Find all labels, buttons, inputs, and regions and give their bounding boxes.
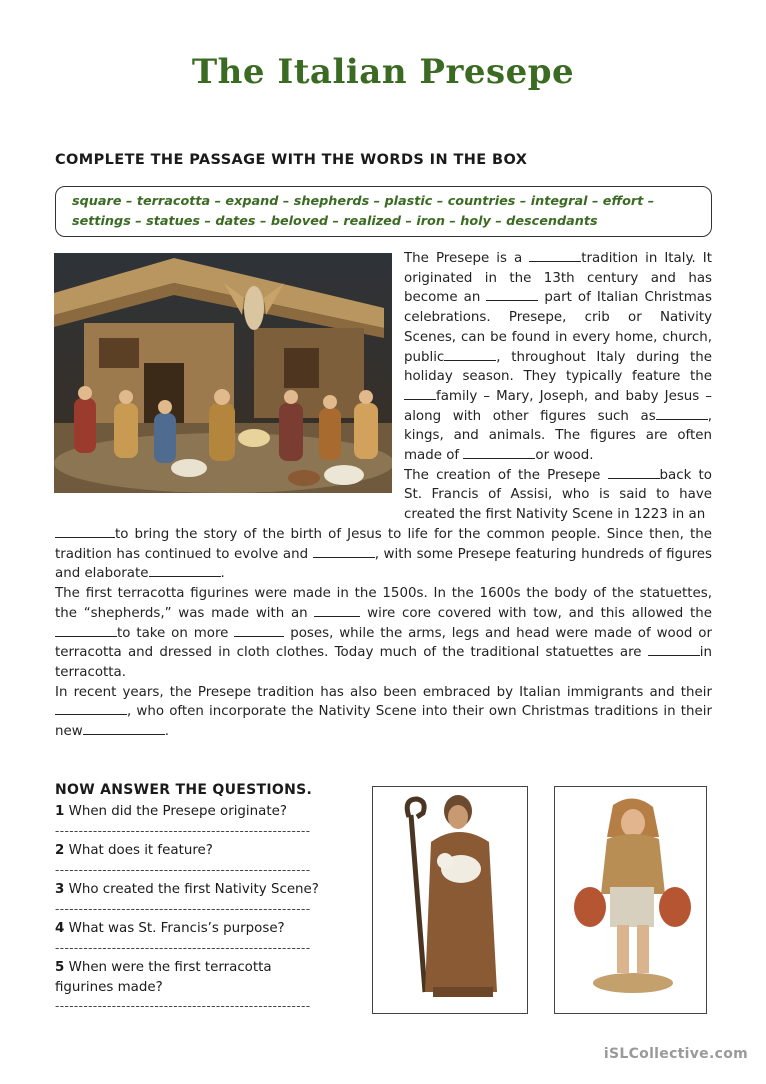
passage-text: part of Italian Christmas celebrations. Presepe, crib or Nativity Scenes, can be found in every home, church, public [404, 290, 712, 365]
passage-text: in terracotta. [55, 645, 712, 680]
passage-text: family – Mary, Joseph, and baby Jesus – along with other figures such as [404, 388, 712, 424]
word-box-line-1: square – terracotta – expand – shepherds – plastic – countries – integral – effort – [72, 194, 655, 209]
question-item [55, 919, 345, 939]
passage-text: . [220, 566, 225, 582]
answer-blank[interactable] [55, 526, 115, 538]
question-text: Who created the first Nativity Scene? [68, 882, 319, 897]
question-text: What does it feature? [68, 843, 213, 858]
passage-paragraph-2 [404, 466, 712, 525]
passage-text: The Presepe is a [404, 251, 523, 266]
answer-blank[interactable] [83, 723, 165, 735]
answer-line[interactable]: ------------------------------------------------------ [55, 823, 311, 838]
passage-text: to bring the story of the birth of Jesus to life for the common people. Since then, the tradition has continued to evolve and [55, 527, 712, 562]
question-item [55, 841, 345, 861]
passage-text: poses, while the arms, legs and head were made of wood or terracotta and dressed in cloth clothes. Today much of the traditional statuettes are [55, 625, 712, 661]
question-text: What was St. Francis’s purpose? [68, 921, 285, 936]
passage-text: , throughout Italy during the holiday season. They typically feature the [404, 349, 712, 385]
question-number: 2 [55, 843, 65, 858]
passage-paragraph-2-cont [55, 525, 712, 584]
passage-text: or wood. [535, 448, 594, 464]
answer-line[interactable]: ------------------------------------------------------ [55, 999, 311, 1013]
passage-text: , who often incorporate the Nativity Scene into their own Christmas traditions in their new [55, 704, 712, 740]
passage-text: back to St. Francis of Assisi, who is said to have created the first Nativity Scene in 1223 in an [404, 467, 712, 523]
answer-blank[interactable] [314, 605, 360, 617]
answer-blank[interactable] [404, 388, 436, 400]
answer-blank[interactable] [648, 644, 700, 656]
question-item [55, 958, 295, 997]
word-box [55, 186, 712, 237]
shepherd-figurine-photo [372, 786, 528, 1014]
complete-passage-heading: COMPLETE THE PASSAGE WITH THE WORDS IN THE BOX [55, 152, 528, 168]
question-text: When were the first terracotta figurines made? [55, 960, 272, 995]
nativity-scene-photo [54, 253, 392, 493]
passage-text: The creation of the Presepe [404, 467, 601, 483]
answer-blank[interactable] [55, 625, 117, 637]
question-number: 1 [55, 804, 65, 819]
passage-full-width [55, 525, 712, 742]
passage-text: The first terracotta figurines were made in the 1500s. In the 1600s the body of the statuettes, the “shepherds,” was made with an [55, 586, 712, 621]
answer-blank[interactable] [486, 289, 538, 301]
answer-line[interactable]: ------------------------------------------------------ [55, 862, 311, 877]
answer-blank[interactable] [656, 408, 708, 420]
question-item [55, 880, 345, 900]
questions-list [55, 802, 345, 1017]
passage-text: wire core covered with tow, and this allowed the [367, 605, 712, 621]
passage-text: . [164, 724, 169, 740]
passage-text: tradition in Italy. It originated in the 13th century and has become an [404, 251, 712, 306]
answer-line[interactable]: ------------------------------------------------------ [55, 940, 311, 955]
question-number: 3 [55, 882, 65, 897]
passage-paragraph-4 [55, 683, 712, 742]
question-number: 4 [55, 921, 65, 936]
water-carrier-figurine-photo [554, 786, 707, 1014]
answer-blank[interactable] [463, 447, 535, 459]
passage-paragraph-1 [404, 249, 712, 466]
answer-line[interactable]: ------------------------------------------------------ [55, 901, 311, 916]
answer-blank[interactable] [313, 546, 375, 558]
passage-text: In recent years, the Presepe tradition has also been embraced by Italian immigrants and their [55, 684, 712, 700]
question-number: 5 [55, 960, 65, 975]
answer-blank[interactable] [608, 467, 660, 479]
page-title: The Italian Presepe [191, 52, 575, 92]
question-text: When did the Presepe originate? [68, 804, 287, 819]
answer-blank[interactable] [149, 565, 221, 577]
passage-text: , with some Presepe featuring hundreds of figures and elaborate [55, 546, 712, 582]
watermark: iSLCollective.com [603, 1046, 748, 1062]
answer-blank[interactable] [529, 250, 581, 262]
passage-paragraph-3 [55, 584, 712, 683]
answer-blank[interactable] [55, 703, 127, 715]
answer-blank[interactable] [234, 625, 284, 637]
answer-blank[interactable] [444, 349, 496, 361]
word-box-line-2: settings – statues – dates – beloved – realized – iron – holy – descendants [72, 214, 598, 229]
question-item [55, 802, 345, 822]
passage-text: , kings, and animals. The figures are often made of [404, 408, 712, 464]
passage-right-column [404, 249, 712, 525]
passage-text: to take on more [117, 625, 229, 641]
questions-heading: NOW ANSWER THE QUESTIONS. [55, 782, 313, 798]
